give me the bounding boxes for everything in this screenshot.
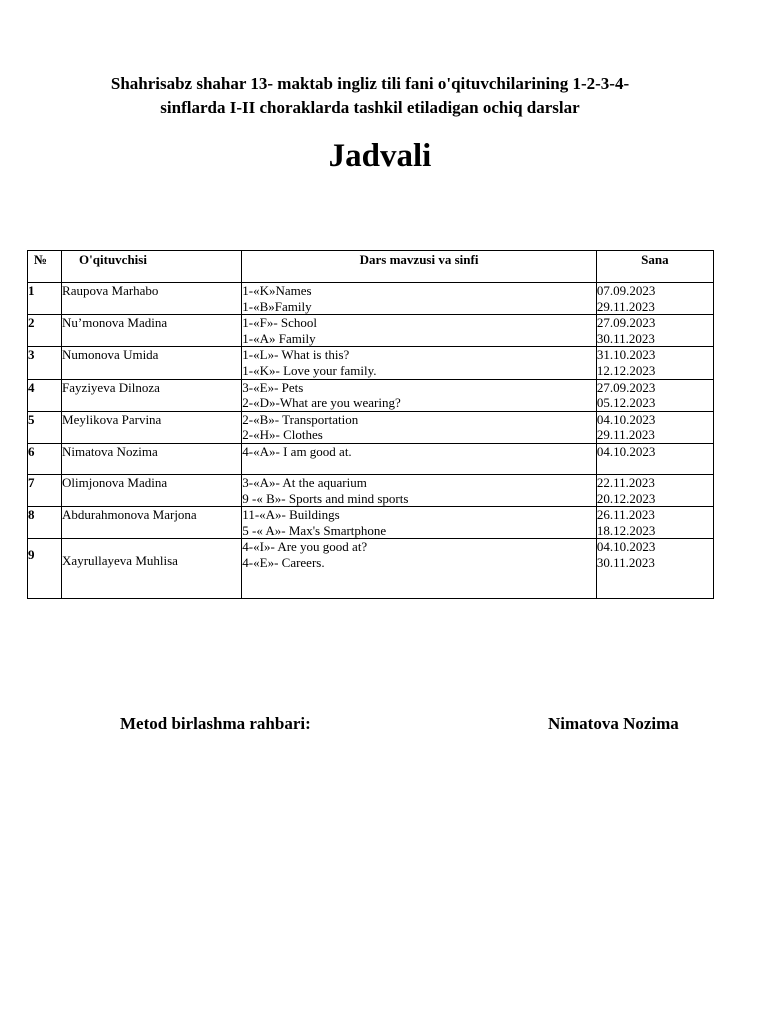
row-number: 5 [28,411,62,443]
table-header-row [28,251,714,283]
table-row [28,474,714,506]
date-cell [596,315,713,347]
lesson-date: 04.10.2023 [596,443,656,459]
teacher-name: Raupova Marhabo [62,283,242,315]
header-line-2: sinflarda I-II choraklarda tashkil etiladigan ochiq darslar [160,98,580,117]
lesson-date: 31.10.2023 [596,347,656,363]
lesson-topic: 2-«H»- Clothes [242,427,323,443]
date-cell [596,443,713,474]
row-number: 1 [28,283,62,315]
lesson-topic: 5 -« A»- Max's Smartphone [242,522,387,538]
column-header-number: № [28,251,62,283]
teacher-name: Nu’monova Madina [62,315,242,347]
row-number: 8 [28,507,62,539]
row-number: 4 [28,379,62,411]
date-cell [596,474,713,506]
date-cell [596,283,713,315]
date-cell [596,379,713,411]
lesson-cell [242,379,597,411]
column-header-date: Sana [596,251,713,283]
lesson-cell [242,347,597,379]
lesson-topic: 3-«E»- Pets [242,379,304,395]
lesson-cell [242,507,597,539]
lesson-date: 22.11.2023 [596,474,655,490]
lesson-topic: 11-«A»- Buildings [242,507,340,523]
date-cell [596,347,713,379]
table-row [28,315,714,347]
column-header-teacher: O'qituvchisi [62,251,242,283]
document-header [40,72,700,120]
lesson-topic: 1-«K»- Love your family. [242,362,377,378]
teacher-name: Fayziyeva Dilnoza [62,379,242,411]
table-row [28,411,714,443]
lesson-topic: 9 -« B»- Sports and mind sports [242,490,409,506]
lesson-cell [242,411,597,443]
lesson-date: 26.11.2023 [596,507,655,523]
lesson-topic: 2-«D»-What are you wearing? [242,395,401,411]
table-row [28,283,714,315]
lesson-date: 04.10.2023 [596,411,656,427]
lesson-date: 20.12.2023 [596,490,656,506]
teacher-name: Nimatova Nozima [62,443,242,474]
table-row [28,507,714,539]
lesson-topic: 1-«A» Family [242,330,316,346]
lesson-cell [242,539,597,599]
lesson-schedule-table [27,250,714,599]
teacher-name: Meylikova Parvina [62,411,242,443]
lesson-date: 29.11.2023 [596,427,655,443]
lesson-topic: 4-«I»- Are you good at? [242,539,368,555]
teacher-name: Abdurahmonova Marjona [62,507,242,539]
lesson-date: 12.12.2023 [596,362,656,378]
lesson-topic: 1-«K»Names [242,283,312,298]
lesson-topic: 4-«E»- Careers. [242,554,325,570]
signature-role: Metod birlashma rahbari: [120,714,311,733]
teacher-name: Olimjonova Madina [62,474,242,506]
lesson-topic: 2-«B»- Transportation [242,411,359,427]
table-row [28,347,714,379]
lesson-cell [242,283,597,315]
lesson-date: 27.09.2023 [596,379,656,395]
lesson-date: 05.12.2023 [596,395,656,411]
signature-name: Nimatova Nozima [548,714,679,733]
date-cell [596,539,713,599]
table-row [28,539,714,599]
lesson-date: 30.11.2023 [596,554,655,570]
lesson-topic: 3-«A»- At the aquarium [242,474,367,490]
lesson-date: 04.10.2023 [596,539,656,555]
table-row [28,443,714,474]
lesson-cell [242,315,597,347]
lesson-date: 27.09.2023 [596,315,656,331]
date-cell [596,507,713,539]
teacher-name: Numonova Umida [62,347,242,379]
row-number: 7 [28,474,62,506]
lesson-topic: 4-«A»- I am good at. [242,443,352,459]
row-number: 6 [28,443,62,474]
lesson-date: 29.11.2023 [596,298,655,314]
header-line-1: Shahrisabz shahar 13- maktab ingliz tili fani o'qituvchilarining 1-2-3-4- [110,74,630,93]
column-header-lesson: Dars mavzusi va sinfi [242,251,597,283]
teacher-name: Xayrullayeva Muhlisa [62,539,242,599]
row-number: 2 [28,315,62,347]
date-cell [596,411,713,443]
lesson-topic: 1-«F»- School [242,315,318,331]
row-number: 3 [28,347,62,379]
row-number: 9 [28,539,62,599]
lesson-cell [242,443,597,474]
lesson-date: 07.09.2023 [596,283,656,298]
lesson-date: 30.11.2023 [596,330,655,346]
lesson-topic: 1-«L»- What is this? [242,347,350,363]
table-row [28,379,714,411]
document-title: Jadvali [328,138,432,174]
lesson-date: 18.12.2023 [596,522,656,538]
lesson-cell [242,474,597,506]
lesson-topic: 1-«B»Family [242,298,312,314]
